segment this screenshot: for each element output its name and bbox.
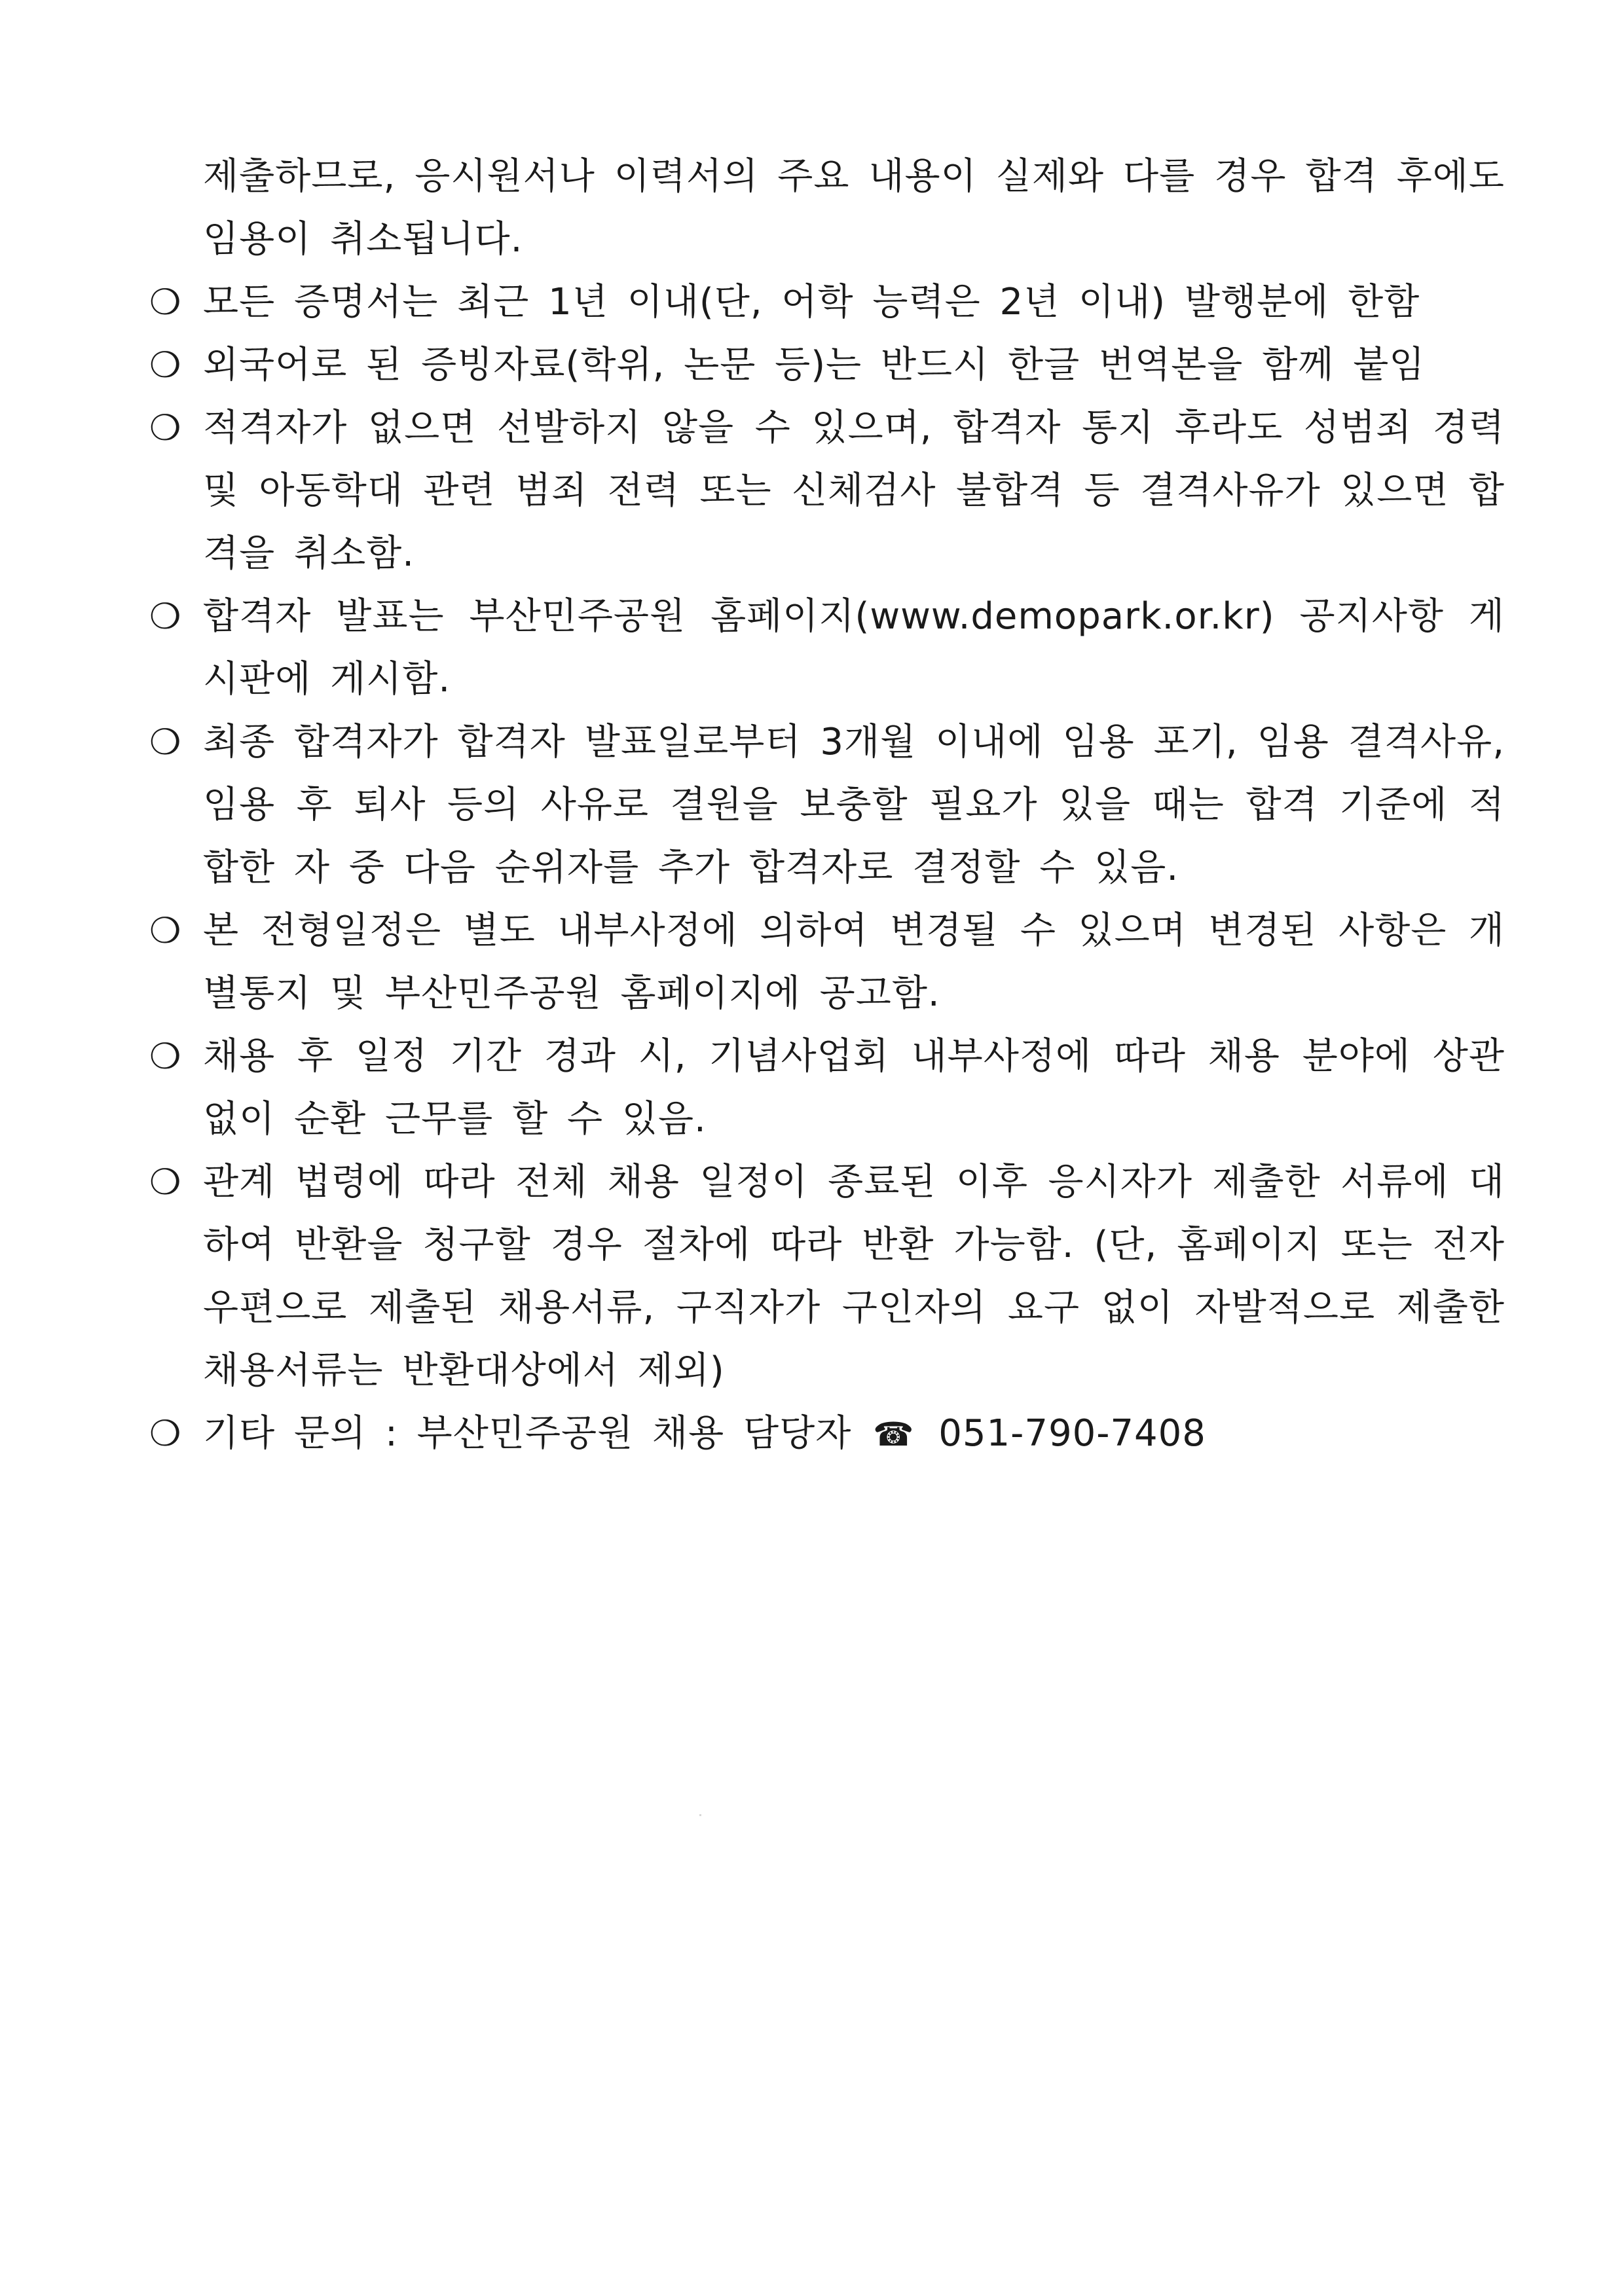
circle-bullet-icon: ❍ — [149, 721, 182, 763]
contact-phone-number: 051-790-7408 — [938, 1412, 1206, 1455]
list-item — [149, 1025, 1505, 1151]
circle-bullet-icon: ❍ — [149, 596, 182, 637]
list-item-text: 제출하므로, 응시원서나 이력서의 주요 내용이 실제와 다를 경우 합격 후에도 임용이 취소됩니다. — [203, 155, 1505, 261]
list-item-text: 적격자가 없으면 선발하지 않을 수 있으며, 합격자 통지 후라도 성범죄 경력 및 아동학대 관련 범죄 전력 또는 신체검사 불합격 등 결격사유가 있으면 합격을 취소함. — [203, 407, 1505, 575]
list-item — [149, 711, 1505, 900]
list-item-text: 최종 합격자가 합격자 발표일로부터 3개월 이내에 임용 포기, 임용 결격사유, 임용 후 퇴사 등의 사유로 결원을 보충할 필요가 있을 때는 합격 기준에 적합한 자 중 다음 순위자를 추가 합격자로 결정할 수 있음. — [203, 721, 1505, 889]
list-item — [149, 334, 1505, 397]
circle-bullet-icon: ❍ — [149, 282, 182, 323]
contact-label: 기타 문의 : 부산민주공원 채용 담당자 — [203, 1412, 852, 1455]
circle-bullet-icon: ❍ — [149, 1161, 182, 1203]
list-item — [149, 900, 1505, 1025]
list-item-text: 외국어로 된 증빙자료(학위, 논문 등)는 반드시 한글 번역본을 함께 붙임 — [203, 344, 1426, 386]
notice-list — [149, 145, 1505, 1466]
list-item — [149, 585, 1505, 711]
circle-bullet-icon: ❍ — [149, 1413, 182, 1454]
list-item — [149, 1151, 1505, 1402]
contact-item — [149, 1402, 1505, 1466]
list-item-text: 합격자 발표는 부산민주공원 홈페이지(www.demopark.or.kr) 공지사항 게시판에 게시함. — [203, 595, 1505, 701]
phone-icon: ☎ — [873, 1415, 915, 1453]
scan-speck — [699, 1814, 701, 1816]
list-item-text: 모든 증명서는 최근 1년 이내(단, 어학 능력은 2년 이내) 발행분에 한함 — [203, 281, 1420, 323]
list-item-text: 채용 후 일정 기간 경과 시, 기념사업회 내부사정에 따라 채용 분야에 상관없이 순환 근무를 할 수 있음. — [203, 1035, 1505, 1140]
list-item-text: 본 전형일정은 별도 내부사정에 의하여 변경될 수 있으며 변경된 사항은 개별통지 및 부산민주공원 홈페이지에 공고함. — [203, 909, 1505, 1015]
circle-bullet-icon: ❍ — [149, 1036, 182, 1077]
circle-bullet-icon: ❍ — [149, 910, 182, 951]
list-item — [149, 397, 1505, 585]
list-item-text: 관계 법령에 따라 전체 채용 일정이 종료된 이후 응시자가 제출한 서류에 대하여 반환을 청구할 경우 절차에 따라 반환 가능함. (단, 홈페이지 또는 전자우편으로 제출된 채용서류, 구직자가 구인자의 요구 없이 자발적으로 제출한 채용서류는 반환대상에서 제외) — [203, 1161, 1505, 1392]
circle-bullet-icon: ❍ — [149, 344, 182, 386]
list-item — [149, 271, 1505, 334]
list-item — [149, 145, 1505, 271]
circle-bullet-icon: ❍ — [149, 407, 182, 448]
